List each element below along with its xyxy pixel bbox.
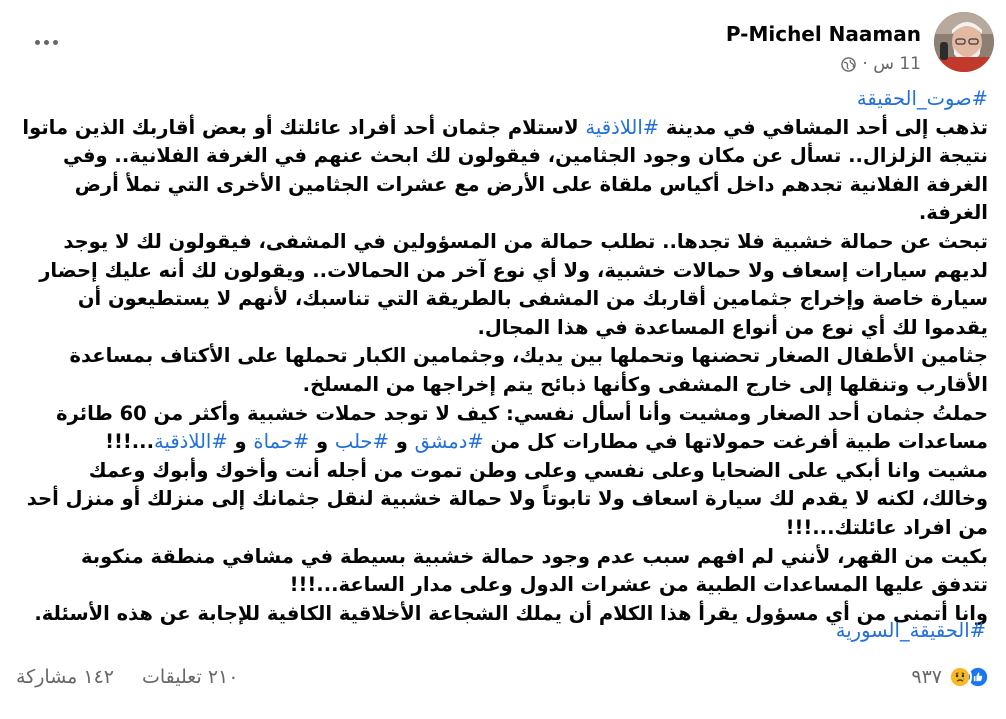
post-body xyxy=(22,85,988,628)
more-icon-dot xyxy=(53,40,58,45)
inline-hashtag[interactable]: #حلب xyxy=(334,430,389,454)
more-options-button[interactable] xyxy=(30,34,62,50)
paragraph-text: جثامين الأطفال الصغار تحضنها وتحملها بين يديك، وجثمامين الكبار تحملها على الأكتاف بمساعدة الأقارب وتنقلها إلى خارج المشفى وكأنها ذبائح يتم إخراجها من المسلخ. xyxy=(69,344,988,396)
paragraph-text: و xyxy=(309,430,335,454)
engagement-counts xyxy=(16,666,238,688)
post-stats xyxy=(16,662,990,692)
post-paragraph xyxy=(22,457,988,543)
avatar-photo-icon xyxy=(934,12,994,72)
paragraph-text: بكيت من القهر، لأنني لم افهم سبب عدم وجود حمالة خشبية بسيطة في مشافي منطقة منكوبة تتدفق عليها المساعدات الطبية من عشرات الدول وعلى مدار الساعة...!!! xyxy=(80,544,988,597)
paragraph-text: حملتُ جثمان أحد الصغار ومشيت وأنا أسأل نفسي: كيف لا توجد حملات خشبية وأكثر من 60 طائرة مساعدات طبية أفرغت حمولاتها في مطارات كل من xyxy=(56,401,988,454)
post-paragraph xyxy=(22,228,988,342)
post-time[interactable]: 11 س · xyxy=(862,54,921,74)
more-icon-dot xyxy=(44,40,49,45)
post-paragraph xyxy=(22,114,988,228)
paragraph-text: ...!!! xyxy=(105,430,154,454)
paragraph-text: لاستلام جثمان أحد أفراد عائلتك أو بعض أقاربك الذين ماتوا نتيجة الزلزال.. تسأل عن مكان وجود الجثامين، فيقولون لك ابحث عنهم في الغرفة الفلانية.. وفي الغرفة الفلانية تجدهم داخل أكياس ملقاة على الأرض مع عشرات الجثامين الأخرى التي تملأ أرض الغرفة. xyxy=(22,115,988,225)
post-paragraph xyxy=(22,543,988,600)
paragraph-text: و xyxy=(388,430,415,454)
globe-icon[interactable] xyxy=(841,57,856,72)
post-paragraph xyxy=(22,342,988,399)
shares-count[interactable]: ١٤٢ مشاركة xyxy=(16,666,114,688)
inline-hashtag[interactable]: #حماة xyxy=(253,430,310,454)
author-name[interactable]: P-Michel Naaman xyxy=(725,22,921,46)
footer-hashtag-container xyxy=(836,619,986,642)
reactions-count[interactable]: ٩٣٧ xyxy=(911,666,942,688)
more-icon-dot xyxy=(35,40,40,45)
inline-hashtag[interactable]: #اللاذقية xyxy=(154,430,228,454)
paragraph-text: و xyxy=(227,430,254,454)
post-header xyxy=(20,12,994,76)
post-paragraph xyxy=(22,400,988,457)
reactions-summary[interactable] xyxy=(911,665,990,689)
paragraph-text: تبحث عن حمالة خشبية فلا تجدها.. تطلب حمالة من المسؤولين في المشفى، فيقولون لك لا يوجد لديهم سيارات إسعاف ولا حمالات خشبية، ولا أي نوع آخر من الحمالات.. ويقولون لك أنه عليك إحضار سيارة خاصة وإخراج جثمامين أقاربك من المشفى بالطريقة التي تناسبك، لأنهم لا يستطيعون أن يقدموا لك أي نوع من أنواع المساعدة في هذا المجال. xyxy=(39,229,988,339)
hashtag-syrian-truth[interactable]: #الحقيقة_السورية xyxy=(835,619,986,642)
post-meta xyxy=(841,54,921,74)
reaction-icons xyxy=(948,665,990,689)
sad-reaction-icon xyxy=(948,665,972,689)
paragraph-text: وانا أتمنى من أي مسؤول يقرأ هذا الكلام أن يملك الشجاعة الأخلاقية الكافية للإجابة عن هذه الأسئلة. xyxy=(34,601,988,625)
inline-hashtag[interactable]: #اللاذقية xyxy=(585,115,660,139)
comments-count[interactable]: ٢١٠ تعليقات xyxy=(142,666,239,688)
inline-hashtag[interactable]: #دمشق xyxy=(414,430,484,454)
paragraph-text: تذهب إلى أحد المشافي في مدينة xyxy=(659,115,988,139)
hashtag-sawt-al-haqiqa[interactable]: #صوت_الحقيقة xyxy=(856,87,988,110)
paragraph-text: مشيت وانا أبكي على الضحايا وعلى نفسي وعلى وطن تموت من أجله أنت وأخوك وأبوك وعمك وخالك، لكنه لا يقدم لك سيارة اسعاف ولا تابوتاً ولا حمالة خشبية لنقل جثمانك إلى منزلك أو منزل أحد من افراد عائلتك...!!! xyxy=(26,458,988,539)
author-avatar[interactable] xyxy=(934,12,994,72)
post-paragraphs xyxy=(22,114,988,629)
